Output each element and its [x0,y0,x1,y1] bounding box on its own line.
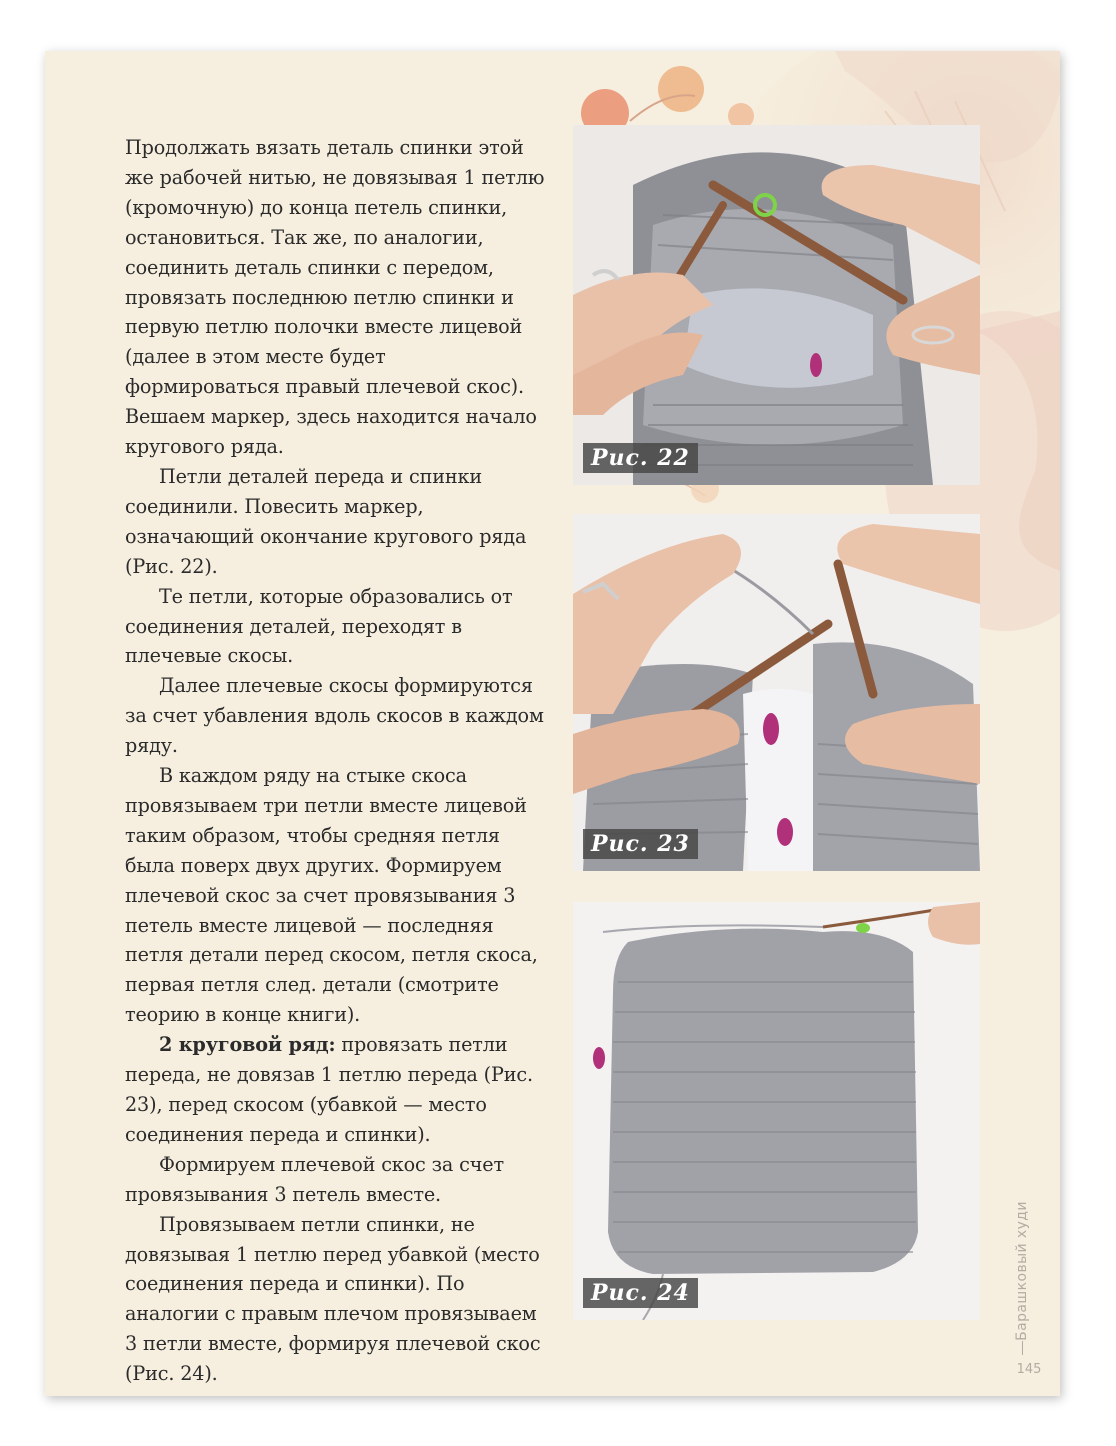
instruction-text [125,133,545,1389]
round-2-text: провязать петли переда, не довязав 1 петлю переда (Рис. 23), перед скосом (убавкой — место соединения переда и спинки). [125,1033,533,1146]
knitting-needles-photo [573,514,980,871]
knitted-piece-photo [573,902,980,1320]
paragraph-3: Те петли, которые образовались от соединения деталей, переходят в плечевые скосы. [125,584,513,668]
running-title [1007,1201,1037,1341]
figure-24-caption: Рис. 24 [583,1278,698,1308]
paragraph-2: Петли деталей переда и спинки соединили. Повесить маркер, означающий окончание кругового ряда (Рис. 22). [125,464,527,578]
paragraph-1: Продолжать вязать деталь спинки этой же рабочей нитью, не довязывая 1 петлю (кромочную) до конца петель спинки, остановиться. Так же, по аналогии, соединить деталь спинки с передом, провязать последнюю петлю спинки и первую петлю полочки вместе лицевой (далее в этом месте будет формироваться правый плечевой скос). Вешаем маркер, здесь находится начало кругового ряда. [125,136,545,459]
paragraph-5: В каждом ряду на стыке скоса провязываем три петли вместе лицевой таким образом, чтобы средняя петля была поверх двух других. Формируем плечевой скос за счет провязывания 3 петель вместе лицевой — последняя петля детали перед скосом, петля скоса, первая петля след. детали (смотрите теорию в конце книги). [125,764,538,1027]
stitch-marker-icon [856,923,870,933]
paragraph-round-2 [125,1030,545,1150]
paragraph-6: Формируем плечевой скос за счет провязывания 3 петель вместе. [125,1152,504,1206]
paragraph-7: Провязываем петли спинки, не довязывая 1 петлю перед убавкой (место соединения переда и спинки). По аналогии с правым плечом провязываем 3 петли вместе, формируя плечевой скос (Рис. 24). [125,1212,541,1386]
book-page [45,51,1060,1396]
knitting-hands-photo [573,125,980,485]
figure-24-photo [573,902,980,1320]
page-number: 145 [1016,1362,1042,1377]
round-2-label: 2 круговой ряд: [159,1033,336,1057]
figure-23-caption: Рис. 23 [583,829,698,859]
running-title-text: Барашковый худи [1014,1201,1030,1341]
figure-23-photo [573,514,980,871]
figure-22-photo [573,125,980,485]
stitch-marker-icon [763,713,779,745]
page-number-divider [1022,1341,1023,1355]
paragraph-4: Далее плечевые скосы формируются за счет убавления вдоль скосов в каждом ряду. [125,674,544,758]
figure-22-caption: Рис. 22 [583,443,698,473]
